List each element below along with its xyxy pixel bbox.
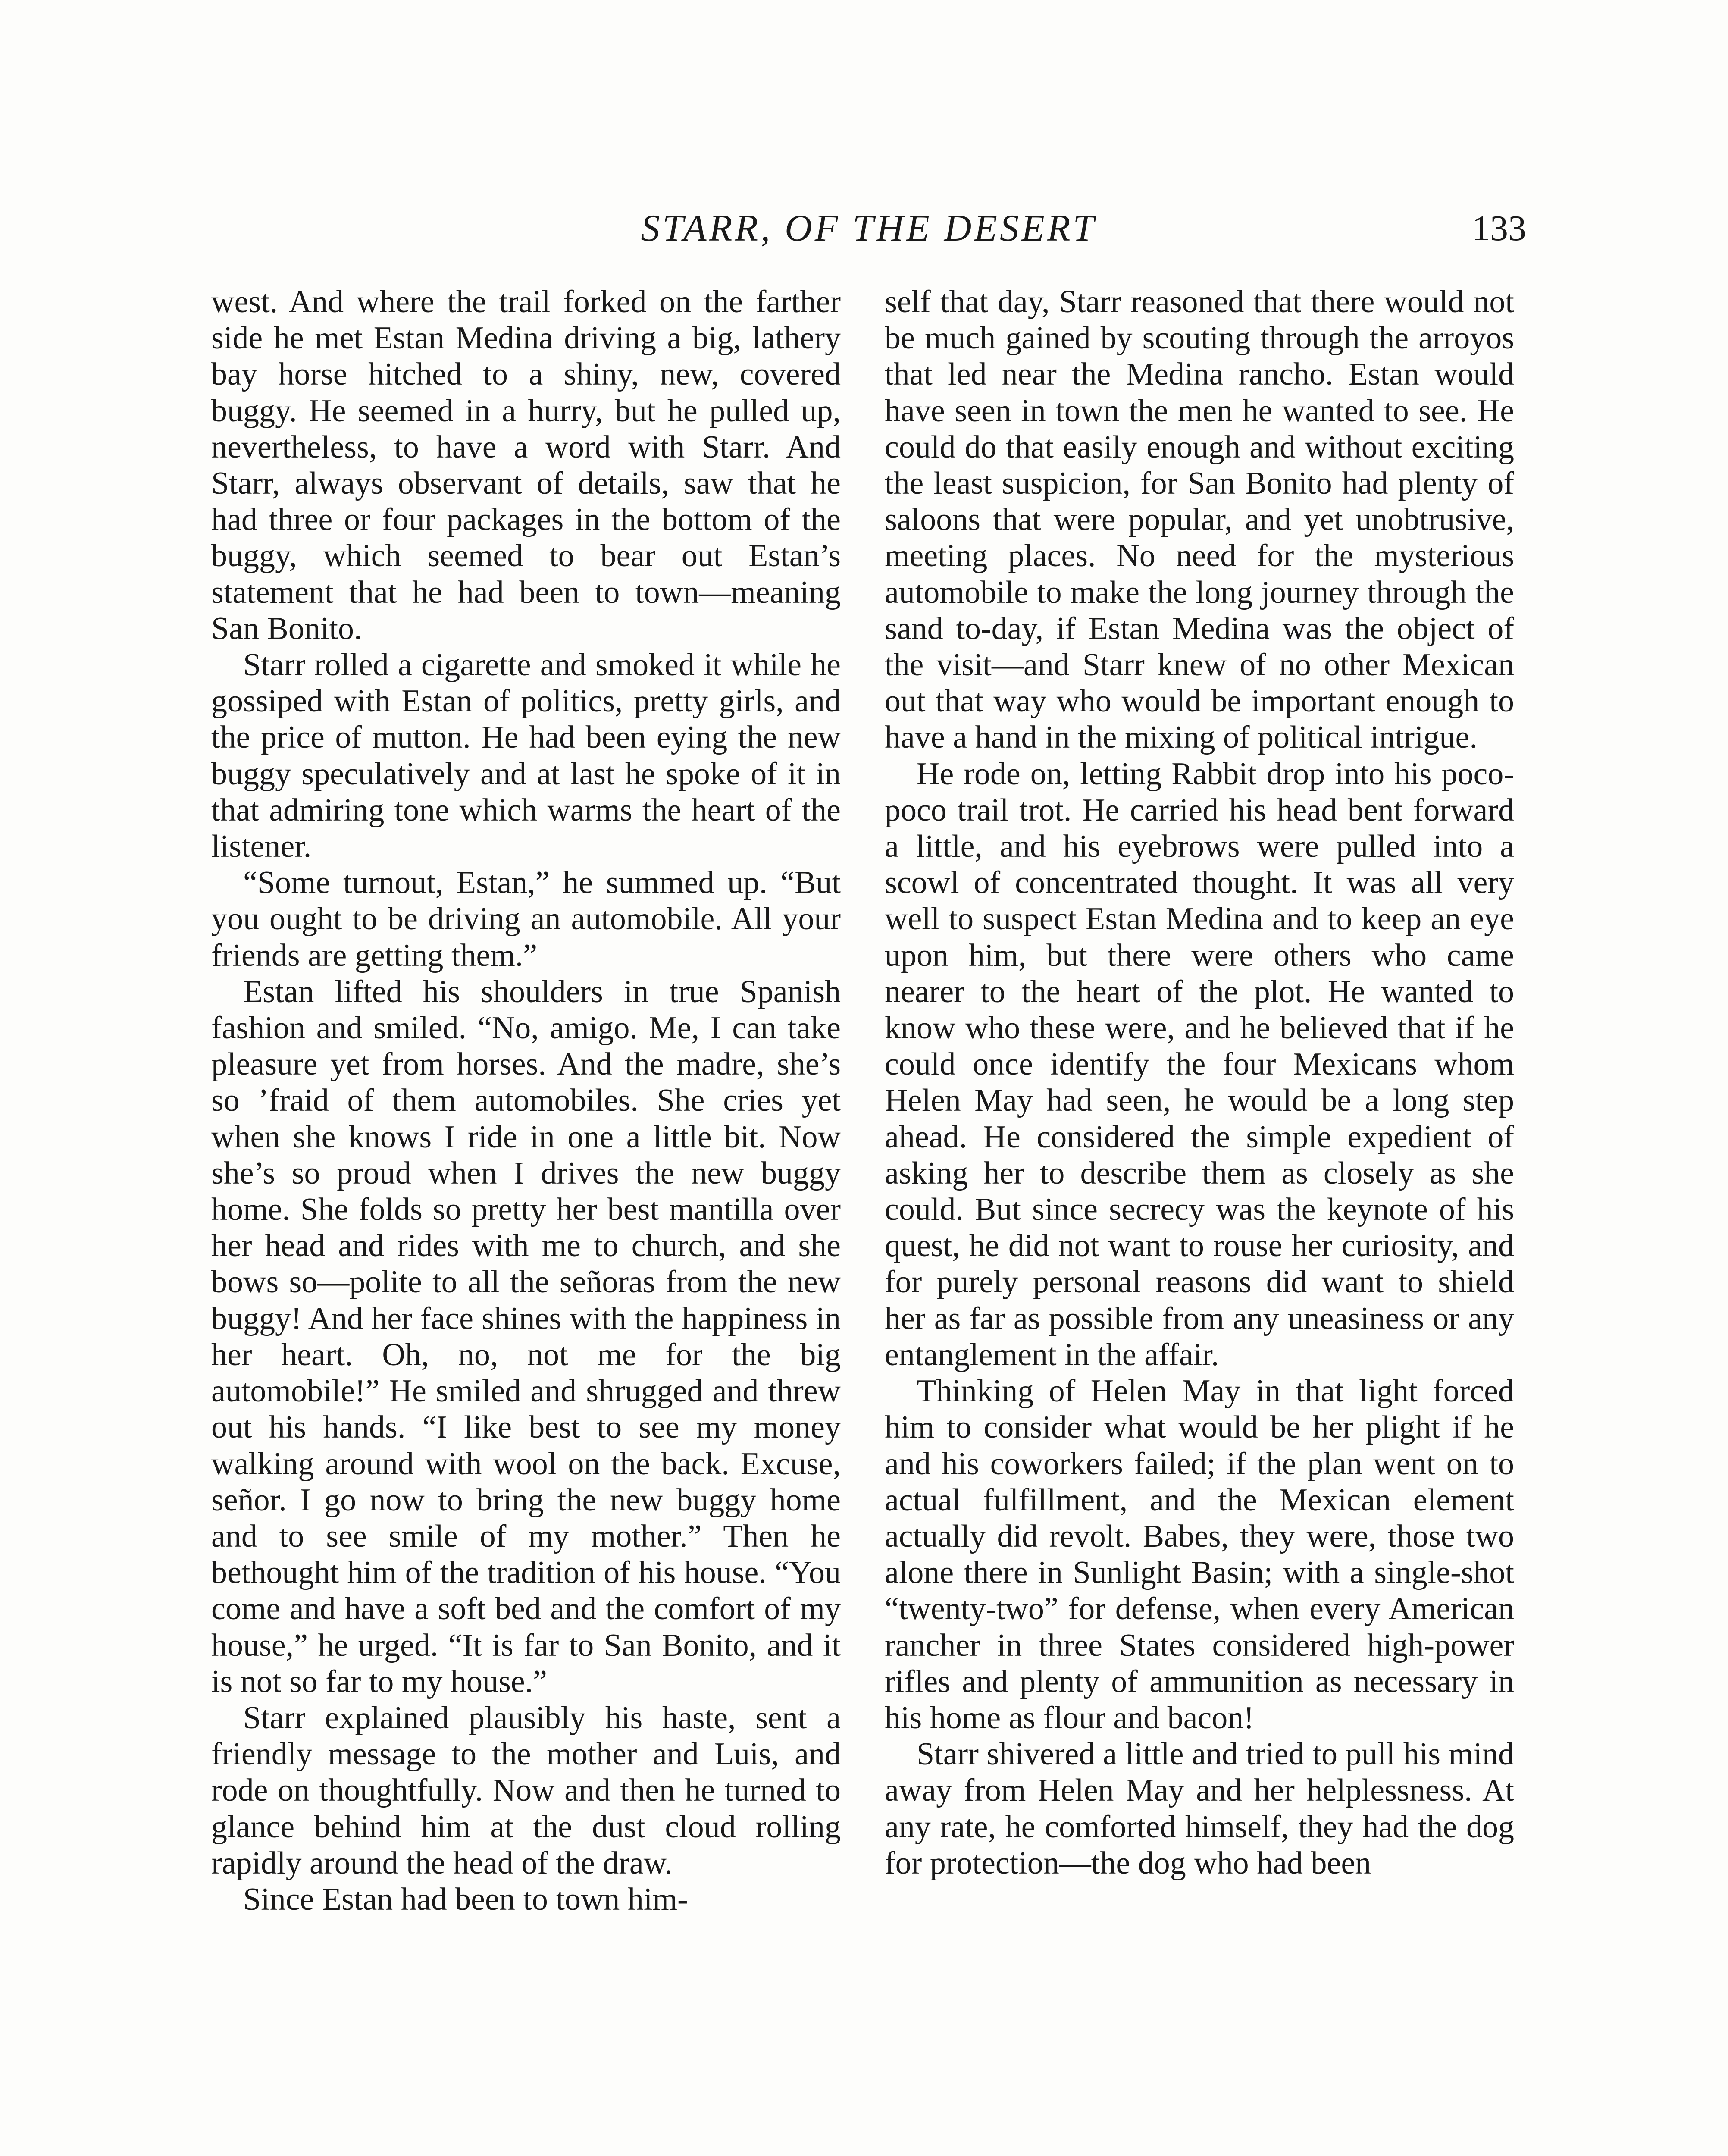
paragraph: Since Estan had been to town him- xyxy=(243,1881,688,1917)
paragraph: Estan lifted his shoulders in true Spanish fashion and smiled. “No, amigo. Me, I can take pleasure yet from horses. And the madre, she’s so ’fraid of them automobiles. She cries yet when she knows I ride in one a little bit. Now she’s so proud when I drives the new buggy home. She folds so pretty her best mantilla over her head and rides with me to church, and she bows so—polite to all the señoras from the new buggy! And her face shines with the happiness in her heart. Oh, no, not me for the big automobile!” He smiled and shrugged and threw out his hands. “I like best to see my money walking around with wool on the back. Excuse, señor. I go now to bring the new buggy home and to see smile of my mother.” Then he bethought him of the tradition of his house. “You come and have a soft bed and the comfort of my house,” he urged. “It is far to San Bonito, and it is not so far to my house.” xyxy=(211,974,841,1699)
paragraph: west. And where the trail forked on the farther side he met Estan Medina driving a big, lathery bay horse hitched to a shiny, new, covered buggy. He seemed in a hurry, but he pulled up, nevertheless, to have a word with Starr. And Starr, always observant of details, saw that he had three or four packages in the bottom of the buggy, which seemed to bear out Estan’s statement that he had been to town—meaning San Bonito. xyxy=(211,284,841,646)
paragraph: Starr rolled a cigarette and smoked it while he gossiped with Estan of politics, pretty girls, and the price of mutton. He had been eying the new buggy speculatively and at last he spoke of it in that admiring tone which warms the heart of the listener. xyxy=(211,647,841,865)
paragraph: “Some turnout, Estan,” he summed up. “But you ought to be driving an automobile. All your friends are getting them.” xyxy=(211,865,841,973)
right-column xyxy=(885,284,1514,1881)
paragraph: Starr explained plausibly his haste, sent a friendly message to the mother and Luis, and rode on thoughtfully. Now and then he turned to glance behind him at the dust cloud rolling rapidly around the head of the draw. xyxy=(211,1700,841,1881)
paragraph: He rode on, letting Rabbit drop into his poco-poco trail trot. He carried his head bent forward a little, and his eyebrows were pulled into a scowl of concentrated thought. It was all very well to suspect Estan Medina and to keep an eye upon him, but there were others who came nearer to the heart of the plot. He wanted to know who these were, and he believed that if he could once identify the four Mexicans whom Helen May had seen, he would be a long step ahead. He considered the simple expedient of asking her to describe them as closely as she could. But since secrecy was the keynote of his quest, he did not want to rouse her curiosity, and for purely personal reasons did want to shield her as far as possible from any uneasiness or any entanglement in the affair. xyxy=(885,756,1514,1373)
running-head xyxy=(211,203,1526,254)
paragraph: Thinking of Helen May in that light forced him to consider what would be her plight if he and his coworkers failed; if the plan went on to actual fulfillment, and the Mexican element actually did revolt. Babes, they were, those two alone there in Sunlight Basin; with a single-shot “twenty-two” for defense, when every American rancher in three States considered high-power rifles and plenty of ammunition as necessary in his home as flour and bacon! xyxy=(885,1373,1514,1736)
paragraph: self that day, Starr reasoned that there would not be much gained by scouting through the arroyos that led near the Medina rancho. Estan would have seen in town the men he wanted to see. He could do that easily enough and without exciting the least suspicion, for San Bonito had plenty of saloons that were popular, and yet unobtrusive, meeting places. No need for the mysterious automobile to make the long journey through the sand to-day, if Estan Medina was the object of the visit—and Starr knew of no other Mexican out that way who would be important enough to have a hand in the mixing of political intrigue. xyxy=(885,284,1514,755)
running-title: STARR, OF THE DESERT xyxy=(641,207,1097,249)
paragraph: Starr shivered a little and tried to pull his mind away from Helen May and her helplessness. At any rate, he comforted himself, they had the dog for protection—the dog who had been xyxy=(885,1736,1514,1881)
page-number: 133 xyxy=(1472,208,1526,248)
left-column xyxy=(211,284,841,1918)
